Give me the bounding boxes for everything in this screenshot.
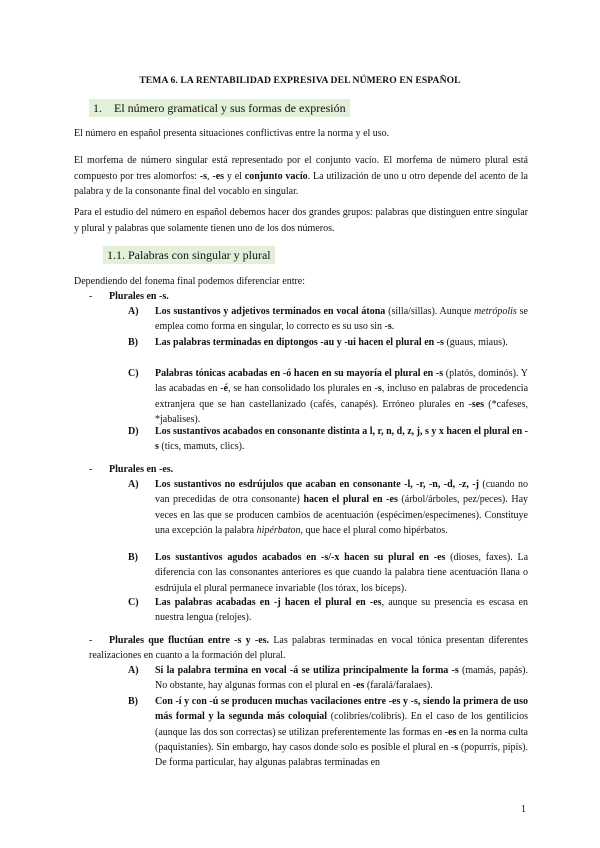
bullet-label-tail: Las palabras terminadas en vocal tónica presentan diferentes realizaciones en cuanto a la formación del plural. xyxy=(89,635,528,661)
p2-bold-3: conjunto vacío xyxy=(244,170,308,182)
bullet-dash: - xyxy=(89,291,93,302)
list-item xyxy=(128,550,528,596)
item-text: (árbol/árboles, pez/peces). Hay veces en las que se producen cambios de acentuación (espécimen/especímenes). Constituye una excepción la palabra xyxy=(155,494,529,536)
item-text: (mamás, papás). No obstante, hay algunas formas con el plural en - xyxy=(155,665,528,692)
bullet-label: Plurales que fluctúan entre -s y -es. xyxy=(109,635,270,646)
item-italic: metrópolis xyxy=(474,306,517,317)
section-heading-1-1 xyxy=(103,248,275,263)
item-bold: é xyxy=(223,383,229,395)
item-text: (silla/sillas). Aunque xyxy=(385,306,475,317)
p2-text-1: El morfema de número singular está representado por el conjunto vacío. El morfema de número plural está compuesto por tres alomorfos: xyxy=(74,155,528,182)
item-bold: ses xyxy=(471,398,485,410)
item-bold: hacen el plural en -es xyxy=(303,494,398,506)
item-bold: Con -í y con -ú se producen muchas vacilaciones entre -es y -s, siendo la primera de uso más formal y la segunda más coloquial xyxy=(155,696,528,723)
item-text: (faralá/faralaes). xyxy=(364,680,433,692)
item-letter: D) xyxy=(128,426,139,437)
item-bold: Los sustantivos y adjetivos terminados en vocal átona xyxy=(155,306,386,317)
item-text: se emplea como forma en singular, lo correcto es su uso sin - xyxy=(155,306,528,333)
paragraph-3: Para el estudio del número en español debemos hacer dos grandes grupos: palabras que distinguen entre singular y plural y palabras que solamente tienen uno de los dos números. xyxy=(74,207,528,234)
paragraph-4: Dependiendo del fonema final podemos diferenciar entre: xyxy=(74,276,306,287)
list-item xyxy=(128,595,528,626)
item-letter: B) xyxy=(128,337,138,348)
item-italic: hipérbaton xyxy=(256,524,301,536)
item-bold: Las palabras terminadas en diptongos -au y -ui hacen el plural en -s xyxy=(155,337,444,348)
item-bold: Los sustantivos acabados en consonante distinta a l, r, n, d, z, j, s y x hacen el plural en -s xyxy=(155,426,529,453)
p2-text-2: , xyxy=(207,170,213,182)
p2-text-4: . La utilización de uno u otro depende del acento de la palabra y de la consonante final del vocablo en singular. xyxy=(74,170,528,198)
bullet-plurales-fluctuan xyxy=(89,633,528,663)
list-item xyxy=(128,477,528,538)
item-bold: s xyxy=(377,383,382,395)
list-item xyxy=(128,335,528,350)
item-bold: Los sustantivos no esdrújulos que acaban en consonante -l, -r, -n, -d, -z, -j xyxy=(155,479,479,490)
item-bold: es xyxy=(356,680,365,692)
bullet-plurales-es xyxy=(89,462,173,477)
item-text: , que hace el plural como hipérbatos. xyxy=(300,524,448,536)
item-bold: Si la palabra termina en vocal -á se utiliza principalmente la forma -s xyxy=(155,665,459,676)
page-number: 1 xyxy=(521,804,526,815)
item-text: (popurrís, pipís). De forma particular, hay algunas palabras terminadas en xyxy=(155,741,528,769)
item-text: (colibríes/colibrís). En el caso de los gentilicios (aunque las dos son correctas) se utilizan preferentemente las formas en - xyxy=(155,711,529,738)
bullet-plurales-s xyxy=(89,289,169,304)
list-item xyxy=(128,424,528,455)
item-bold: Palabras tónicas acabadas en -ó hacen en su mayoría el plural en -s xyxy=(155,368,444,379)
item-bold: s xyxy=(387,321,392,333)
item-letter: B) xyxy=(128,696,138,707)
item-text: , se han consolidado los plurales en - xyxy=(228,383,378,395)
item-text: (guaus, miaus). xyxy=(443,337,508,348)
item-letter: A) xyxy=(128,306,139,317)
document-title: TEMA 6. LA RENTABILIDAD EXPRESIVA DEL NÚMERO EN ESPAÑOL xyxy=(139,75,461,86)
item-bold: Los sustantivos agudos acabados en -s/-x hacen su plural en -es xyxy=(155,552,446,563)
section-number: 1. xyxy=(93,101,102,115)
item-text: , incluso en palabras de procedencia extranjera que se han castellanizado (cafés, canapés). Erróneo plurales en - xyxy=(155,383,529,410)
item-text: (dioses, faxes). La diferencia con las consonantes anteriores es que cuando la palabra tiene acentuación llana o esdrújula el plural permanece invariable (los tórax, los bíceps). xyxy=(155,552,529,594)
item-letter: C) xyxy=(128,368,139,379)
item-letter: C) xyxy=(128,597,139,608)
section-heading-text: El número gramatical y sus formas de expresión xyxy=(114,101,346,115)
p2-text-3: y el xyxy=(224,170,245,182)
paragraph-2 xyxy=(74,153,528,200)
item-text: , aunque su presencia es escasa en nuestra lengua (relojes). xyxy=(155,597,528,624)
item-letter: B) xyxy=(128,552,138,563)
section-heading-1-highlight xyxy=(89,99,350,117)
section-heading-1-1-highlight: 1.1. Palabras con singular y plural xyxy=(103,246,275,264)
list-item xyxy=(128,366,528,427)
item-bold: Las palabras acabadas en -j hacen el plural en -es xyxy=(155,597,382,608)
p2-bold-1: -s xyxy=(199,170,208,182)
item-bold: s xyxy=(454,741,459,753)
item-letter: A) xyxy=(128,479,139,490)
section-heading-1 xyxy=(89,101,350,116)
list-item xyxy=(128,663,528,694)
item-text: (*cafeses, *jabalises). xyxy=(155,398,528,425)
item-bold: es xyxy=(448,726,457,738)
list-item xyxy=(128,694,528,770)
item-text: en la norma culta (paquistaníes). Sin embargo, hay casos donde solo es posible el plural en - xyxy=(155,726,529,753)
bullet-label: Plurales en -s. xyxy=(109,291,169,302)
item-text: . xyxy=(391,321,395,333)
p2-bold-2: -es xyxy=(212,170,225,182)
bullet-dash: - xyxy=(89,464,93,475)
bullet-dash: - xyxy=(89,635,93,646)
paragraph-1: El número en español presenta situaciones conflictivas entre la norma y el uso. xyxy=(74,128,390,139)
item-text: (tics, mamuts, clics). xyxy=(158,441,245,453)
list-item xyxy=(128,304,528,335)
bullet-label: Plurales en -es. xyxy=(109,464,174,475)
item-text: (platós, dominós). Y las acabadas en - xyxy=(155,368,528,395)
item-letter: A) xyxy=(128,665,139,676)
item-text: (cuando no van precedidas de otra consonante) xyxy=(155,479,528,506)
